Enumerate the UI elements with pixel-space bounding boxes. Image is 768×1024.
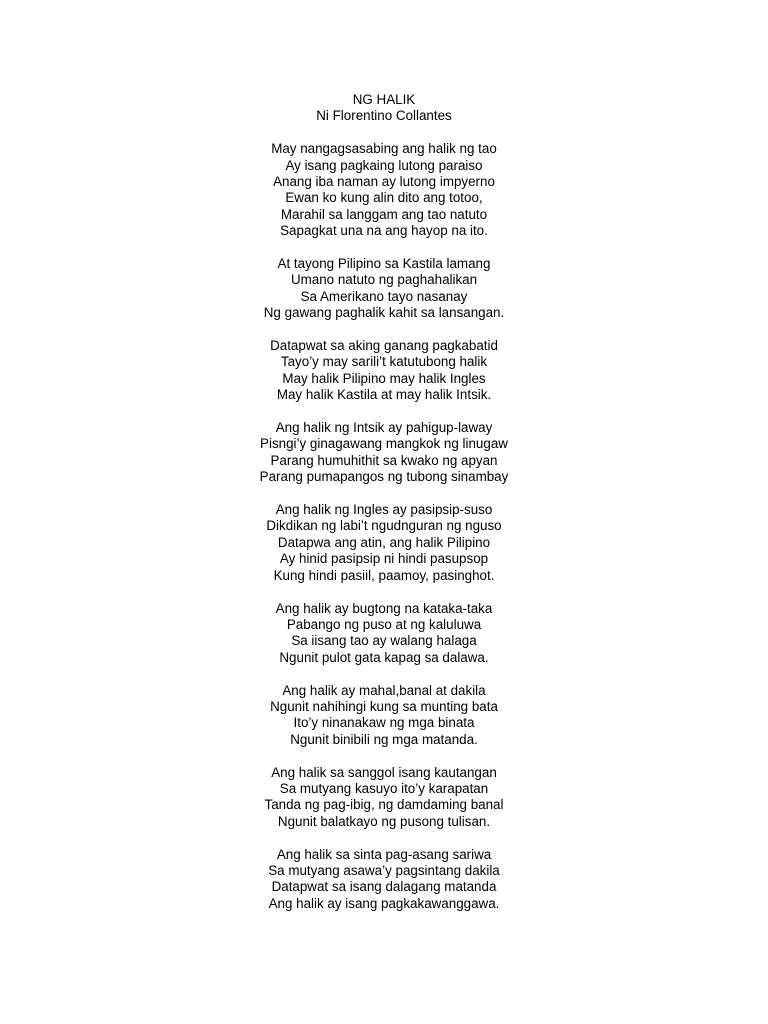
poem-line: Sa Amerikano tayo nasanay: [300, 288, 468, 304]
poem-line: Ngunit binibili ng mga matanda.: [290, 731, 478, 747]
stanza: [0, 420, 768, 486]
poem-line: Ang halik ng Ingles ay pasipsip-suso: [275, 502, 493, 518]
poem-line: Ewan ko kung alin dito ang totoo,: [285, 190, 483, 206]
stanza: [0, 683, 768, 749]
poem-line: Ngunit balatkayo ng pusong tulisan.: [277, 813, 491, 829]
poem-line: Ang halik ng Intsik ay pahigup-laway: [275, 420, 493, 436]
poem-line: Sapagkat una na ang hayop na ito.: [280, 223, 488, 239]
poem-line: Ang halik ay bugtong na kataka-taka: [275, 600, 493, 616]
poem-line: At tayong Pilipino sa Kastila lamang: [277, 256, 491, 272]
poem-line: Sa mutyang asawa’y pagsintang dakila: [268, 862, 500, 878]
poem-line: Ito’y ninanakaw ng mga binata: [293, 715, 475, 731]
poem-line: Ang halik sa sanggol isang kautangan: [271, 764, 497, 780]
poem-line: Ang halik sa sinta pag-asang sariwa: [276, 846, 492, 862]
poem-line: Parang humuhithit sa kwako ng apyan: [270, 452, 498, 468]
stanza: [0, 847, 768, 913]
poem-line: Ngunit nahihingi kung sa munting bata: [270, 698, 498, 714]
poem-line: May nangagsasabing ang halik ng tao: [271, 141, 497, 157]
stanza: [0, 765, 768, 831]
poem-line: Sa mutyang kasuyo ito’y karapatan: [279, 780, 489, 796]
poem-line: May halik Pilipino may halik Ingles: [282, 370, 486, 386]
stanza: [0, 256, 768, 322]
poem-line: Pisngi’y ginagawang mangkok ng linugaw: [260, 436, 508, 452]
poem-line: Ngunit pulot gata kapag sa dalawa.: [279, 649, 489, 665]
stanza: [0, 502, 768, 584]
stanza: [0, 141, 768, 239]
poem-line: Tanda ng pag-ibig, ng damdaming banal: [264, 797, 504, 813]
stanza: [0, 338, 768, 404]
stanza: [0, 601, 768, 667]
poem-line: Tayo’y may sarili’t katutubong halik: [280, 354, 488, 370]
poem-line: Sa iisang tao ay walang halaga: [291, 633, 477, 649]
poem-line: Datapwa ang atin, ang halik Pilipino: [277, 534, 491, 550]
poem-title: NG HALIK: [352, 92, 416, 107]
poem-page: [0, 92, 768, 912]
poem-body: [0, 141, 768, 912]
poem-line: Ay hinid pasipsip ni hindi pasupsop: [279, 551, 489, 567]
poem-line: Ay isang pagkaing lutong paraiso: [285, 157, 483, 173]
poem-line: May halik Kastila at may halik Intsik.: [276, 387, 492, 403]
poem-line: Parang pumapangos ng tubong sinambay: [259, 469, 509, 485]
poem-line: Umano natuto ng paghahalikan: [290, 272, 478, 288]
poem-line: Pabango ng puso at ng kaluluwa: [286, 616, 482, 632]
poem-line: Datapwat sa aking ganang pagkabatid: [270, 338, 498, 354]
poem-line: Dikdikan ng labi’t ngudnguran ng nguso: [266, 518, 502, 534]
poem-line: Ng gawang paghalik kahit sa lansangan.: [263, 305, 505, 321]
poem-author: Ni Florentino Collantes: [316, 108, 452, 124]
poem-line: Marahil sa langgam ang tao natuto: [280, 206, 488, 222]
poem-line: Kung hindi pasiil, paamoy, pasinghot.: [273, 567, 495, 583]
poem-line: Ang halik ay isang pagkakawanggawa.: [268, 895, 500, 911]
poem-line: Ang halik ay mahal,banal at dakila: [282, 682, 486, 698]
poem-line: Anang iba naman ay lutong impyerno: [273, 174, 495, 190]
poem-line: Datapwat sa isang dalagang matanda: [271, 879, 497, 895]
